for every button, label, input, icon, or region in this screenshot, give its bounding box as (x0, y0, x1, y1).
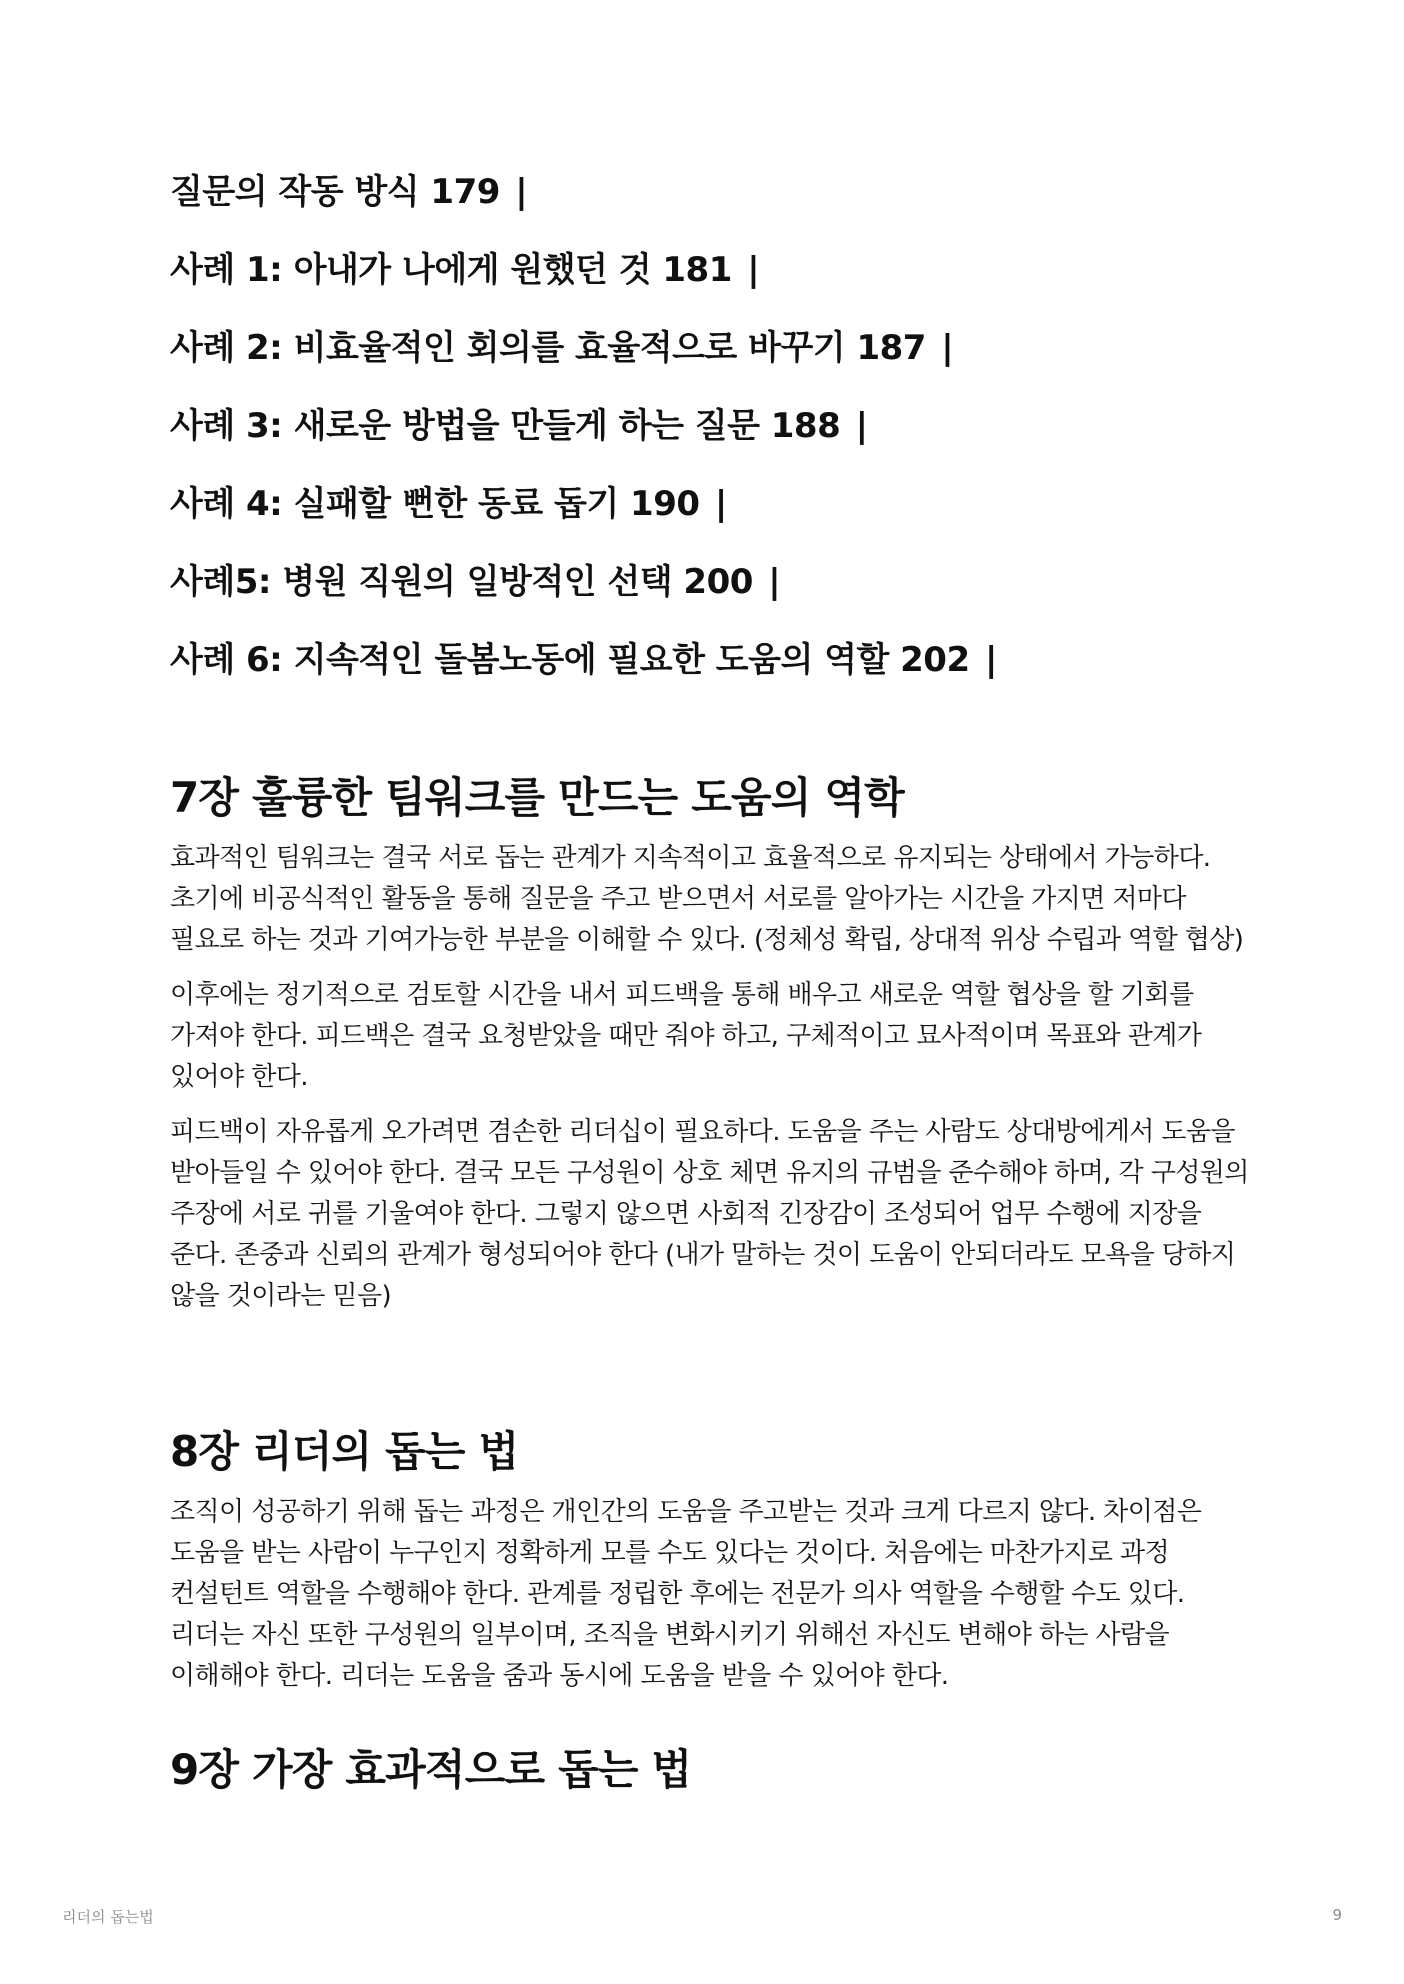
chapter-7-section (170, 768, 1250, 1331)
toc-item-bar: | (515, 172, 528, 212)
chapter-9-section (170, 1740, 1250, 1810)
toc-item-bar: | (747, 250, 760, 290)
toc-list (170, 164, 1270, 710)
toc-item (170, 476, 1270, 554)
toc-item-text: 사례 2: 비효율적인 회의를 효율적으로 바꾸기 187 (170, 328, 926, 368)
toc-item (170, 554, 1270, 632)
toc-item (170, 632, 1270, 710)
toc-item (170, 242, 1270, 320)
toc-item-bar: | (941, 328, 954, 368)
chapter-8-section (170, 1422, 1250, 1711)
chapter-7-paragraph-1: 효과적인 팀워크는 결국 서로 돕는 관계가 지속적이고 효율적으로 유지되는 상태에서 가능하다. 초기에 비공식적인 활동을 통해 질문을 주고 받으면서 서로를 알아가는 시간을 가지면 저마다 필요로 하는 것과 기여가능한 부분을 이해할 수 있다. (정체성 확립, 상대적 위상 수립과 역할 협상) (170, 843, 1244, 955)
toc-item (170, 164, 1270, 242)
toc-item-bar: | (984, 640, 997, 680)
toc-item-text: 사례 1: 아내가 나에게 원했던 것 181 (170, 250, 732, 290)
toc-item-bar: | (855, 406, 868, 446)
toc-item-text: 질문의 작동 방식 179 (170, 172, 500, 212)
chapter-7-paragraph-3: 피드백이 자유롭게 오가려면 겸손한 리더십이 필요하다. 도움을 주는 사람도 상대방에게서 도움을 받아들일 수 있어야 한다. 결국 모든 구성원이 상호 체면 유지의 규범을 준수해야 하며, 각 구성원의 주장에 서로 귀를 기울여야 한다. 그렇지 않으면 사회적 긴장감이 조성되어 업무 수행에 지장을 준다. 존중과 신뢰의 관계가 형성되어야 한다 (내가 말하는 것이 도움이 안되더라도 모욕을 당하지 않을 것이라는 믿음) (170, 1117, 1249, 1311)
toc-item-bar: | (714, 484, 727, 524)
toc-item (170, 398, 1270, 476)
chapter-7-paragraph-2: 이후에는 정기적으로 검토할 시간을 내서 피드백을 통해 배우고 새로운 역할 협상을 할 기회를 가져야 한다. 피드백은 결국 요청받았을 때만 줘야 하고, 구체적이고 묘사적이며 목표와 관계가 있어야 한다. (170, 980, 1202, 1092)
toc-item-text: 사례 4: 실패할 뻔한 동료 돕기 190 (170, 484, 700, 524)
footer-page-number: 9 (1332, 1906, 1342, 1924)
chapter-8-heading: 8장 리더의 돕는 법 (170, 1427, 519, 1476)
toc-item-bar: | (768, 562, 781, 602)
toc-item-text: 사례 6: 지속적인 돌봄노동에 필요한 도움의 역할 202 (170, 640, 970, 680)
toc-item-text: 사례 3: 새로운 방법을 만들게 하는 질문 188 (170, 406, 841, 446)
chapter-8-paragraph-1: 조직이 성공하기 위해 돕는 과정은 개인간의 도움을 주고받는 것과 크게 다르지 않다. 차이점은 도움을 받는 사람이 누구인지 정확하게 모를 수도 있다는 것이다. 처음에는 마찬가지로 과정 컨설턴트 역할을 수행해야 한다. 관계를 정립한 후에는 전문가 의사 역할을 수행할 수도 있다. 리더는 자신 또한 구성원의 일부이며, 조직을 변화시키기 위해선 자신도 변해야 하는 사람을 이해해야 한다. 리더는 도움을 줌과 동시에 도움을 받을 수 있어야 한다. (170, 1497, 1202, 1691)
chapter-7-heading: 7장 훌륭한 팀워크를 만드는 도움의 역학 (170, 773, 904, 822)
footer-book-title: 리더의 돕는법 (62, 1908, 154, 1926)
toc-item (170, 320, 1270, 398)
toc-item-text: 사례5: 병원 직원의 일방적인 선택 200 (170, 562, 753, 602)
chapter-9-heading: 9장 가장 효과적으로 돕는 법 (170, 1745, 692, 1794)
